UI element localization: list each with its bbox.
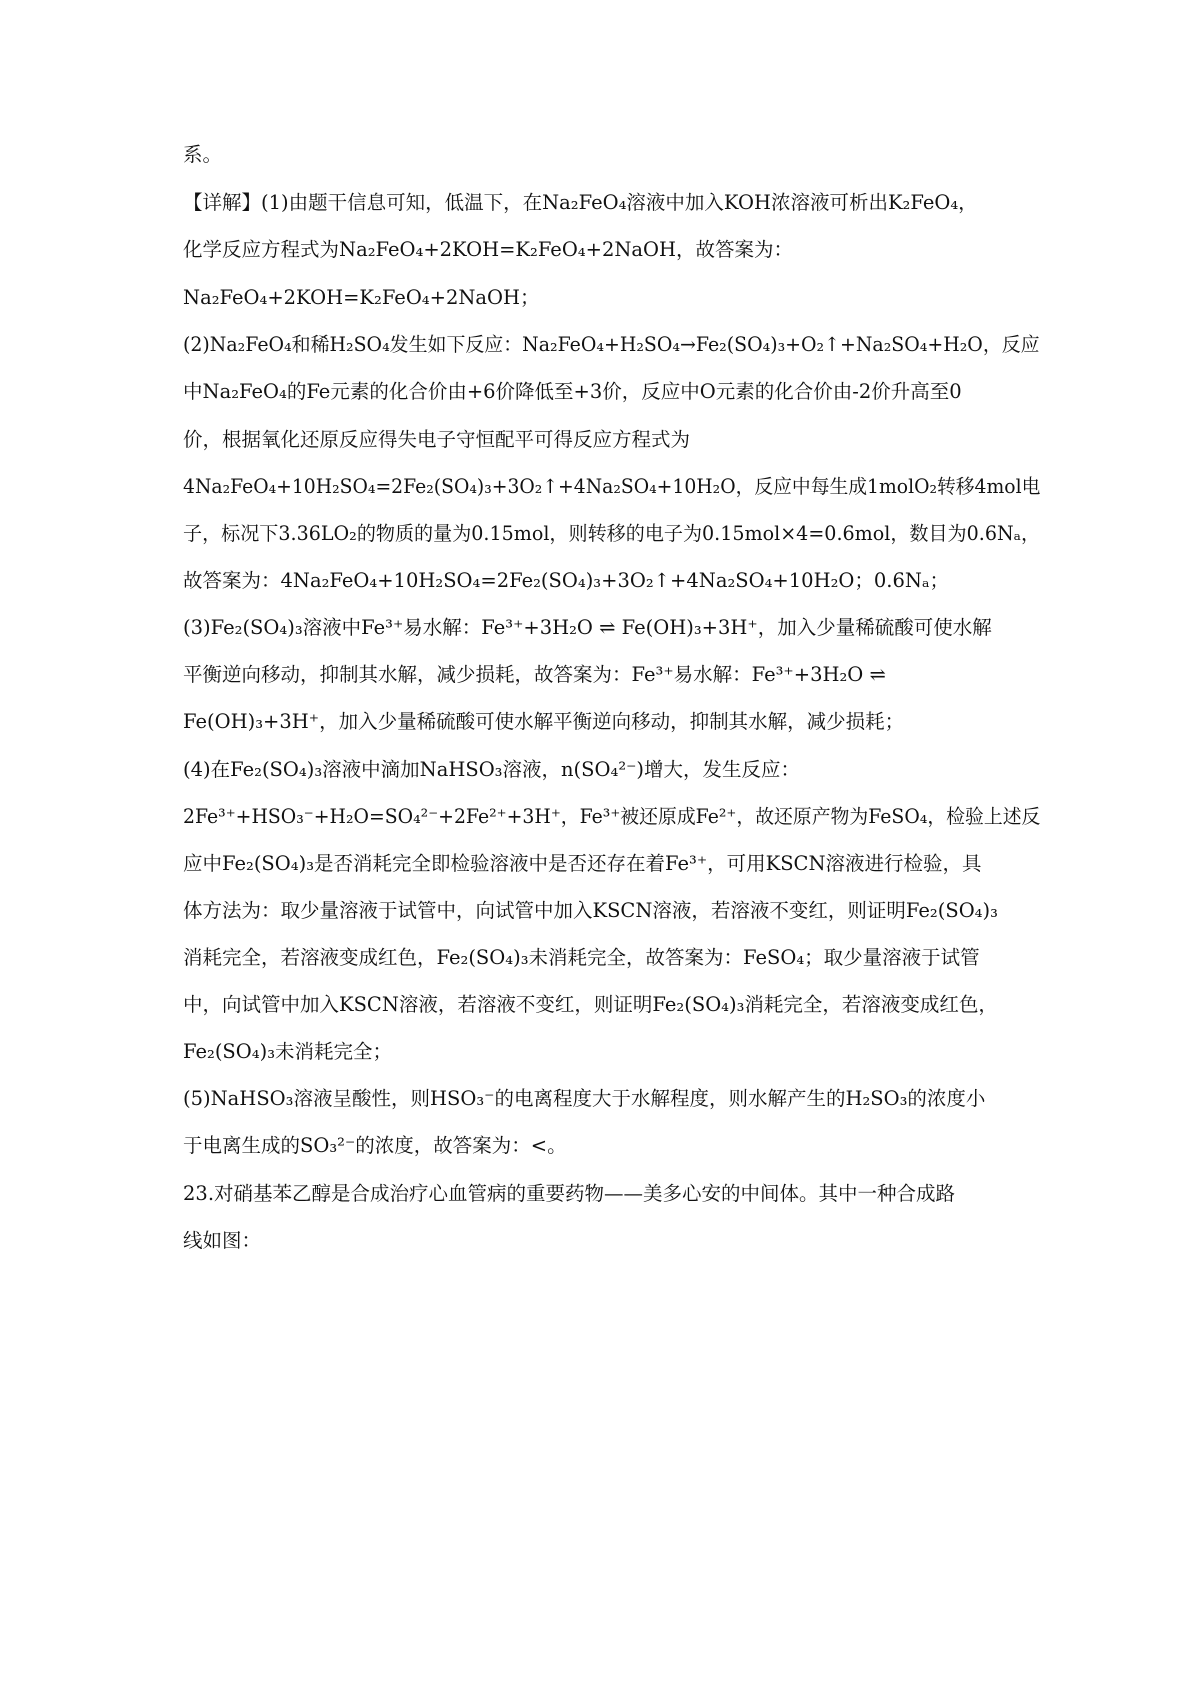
text-line-15: 2Fe³⁺+HSO₃⁻+H₂O=SO₄²⁻+2Fe²⁺+3H⁺，Fe³⁺被还原成Fe²⁺，故还原产物为FeSO₄，检验上述反 xyxy=(183,805,1041,828)
text-line-16: 应中Fe₂(SO₄)₃是否消耗完全即检验溶液中是否还存在着Fe³⁺，可用KSCN溶液进行检验，具 xyxy=(183,852,982,875)
text-line-8: 4Na₂FeO₄+10H₂SO₄=2Fe₂(SO₄)₃+3O₂↑+4Na₂SO₄+10H₂O，反应中每生成1molO₂转移4mol电 xyxy=(183,475,1041,498)
text-line-9: 子，标况下3.36LO₂的物质的量为0.15mol，则转移的电子为0.15mol×4=0.6mol，数目为0.6Nₐ， xyxy=(183,522,1041,545)
text-line-14: (4)在Fe₂(SO₄)₃溶液中滴加NaHSO₃溶液，n(SO₄²⁻)增大，发生反应： xyxy=(183,758,801,781)
text-line-13: Fe(OH)₃+3H⁺，加入少量稀硫酸可使水解平衡逆向移动，抑制其水解，减少损耗； xyxy=(183,710,905,733)
text-line-22: 于电离生成的SO₃²⁻的浓度，故答案为：<。 xyxy=(183,1134,567,1157)
text-line-17: 体方法为：取少量溶液于试管中，向试管中加入KSCN溶液，若溶液不变红，则证明Fe₂(SO₄)₃ xyxy=(183,899,998,922)
text-line-2: 【详解】(1)由题干信息可知，低温下，在Na₂FeO₄溶液中加入KOH浓溶液可析出K₂FeO₄， xyxy=(183,191,978,214)
text-line-24: 线如图： xyxy=(183,1229,262,1252)
text-line-7: 价，根据氧化还原反应得失电子守恒配平可得反应方程式为 xyxy=(183,428,691,451)
text-line-18: 消耗完全，若溶液变成红色，Fe₂(SO₄)₃未消耗完全，故答案为：FeSO₄；取少量溶液于试管 xyxy=(183,946,980,969)
text-line-10: 故答案为：4Na₂FeO₄+10H₂SO₄=2Fe₂(SO₄)₃+3O₂↑+4Na₂SO₄+10H₂O；0.6Nₐ； xyxy=(183,569,949,592)
text-line-20: Fe₂(SO₄)₃未消耗完全； xyxy=(183,1040,393,1063)
text-line-19: 中，向试管中加入KSCN溶液，若溶液不变红，则证明Fe₂(SO₄)₃消耗完全，若溶液变成红色， xyxy=(183,993,998,1016)
text-line-12: 平衡逆向移动，抑制其水解，减少损耗，故答案为：Fe³⁺易水解：Fe³⁺+3H₂O ⇌ xyxy=(183,663,886,686)
text-line-1: 系。 xyxy=(183,143,223,166)
text-line-3: 化学反应方程式为Na₂FeO₄+2KOH=K₂FeO₄+2NaOH，故答案为： xyxy=(183,238,794,261)
text-line-4: Na₂FeO₄+2KOH=K₂FeO₄+2NaOH； xyxy=(183,286,540,309)
text-line-6: 中Na₂FeO₄的Fe元素的化合价由+6价降低至+3价，反应中O元素的化合价由-2价升高至0 xyxy=(183,380,962,403)
text-line-5: (2)Na₂FeO₄和稀H₂SO₄发生如下反应：Na₂FeO₄+H₂SO₄→Fe₂(SO₄)₃+O₂↑+Na₂SO₄+H₂O，反应 xyxy=(183,333,1040,356)
text-line-23: 23.对硝基苯乙醇是合成治疗心血管病的重要药物——美多心安的中间体。其中一种合成路 xyxy=(183,1182,956,1205)
text-line-11: (3)Fe₂(SO₄)₃溶液中Fe³⁺易水解：Fe³⁺+3H₂O ⇌ Fe(OH)₃+3H⁺，加入少量稀硫酸可使水解 xyxy=(183,616,992,639)
text-line-21: (5)NaHSO₃溶液呈酸性，则HSO₃⁻的电离程度大于水解程度，则水解产生的H₂SO₃的浓度小 xyxy=(183,1087,986,1110)
